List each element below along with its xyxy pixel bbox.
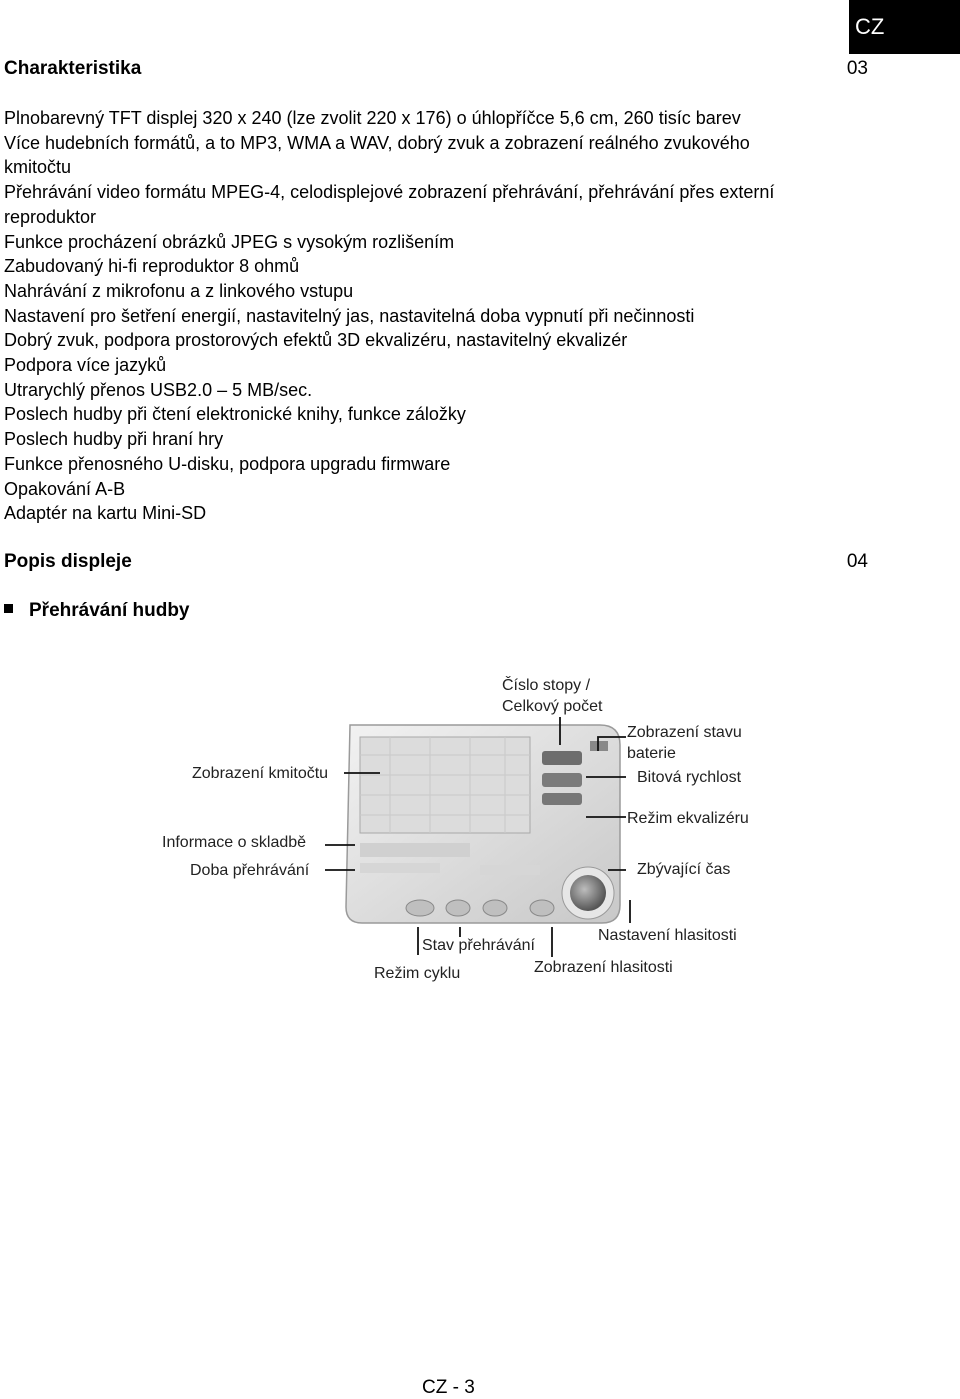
feature-line: Nahrávání z mikrofonu a z linkového vstupu: [4, 280, 354, 301]
feature-line: Poslech hudby při hraní hry: [4, 429, 224, 450]
label-bitrate: Bitová rychlost: [637, 769, 742, 786]
bullet-square-icon: [4, 604, 13, 613]
feature-line: Přehrávání video formátu MPEG-4, celodisplejové zobrazení přehrávání, přehrávání přes externí: [4, 182, 775, 203]
label-frequency-display: Zobrazení kmitočtu: [192, 765, 329, 782]
label-remaining-time: Zbývající čas: [637, 861, 731, 878]
label-play-state: Stav přehrávání: [422, 937, 535, 954]
section-heading-characteristics: [4, 58, 868, 80]
feature-line: Adaptér na kartu Mini-SD: [4, 503, 207, 524]
section-title: Popis displeje: [4, 551, 132, 572]
feature-line: Funkce procházení obrázků JPEG s vysokým rozlišením: [4, 231, 455, 252]
feature-line: Zabudovaný hi-fi reproduktor 8 ohmů: [4, 256, 300, 277]
feature-line: kmitočtu: [4, 157, 72, 178]
label-volume-setting: Nastavení hlasitosti: [598, 927, 737, 944]
subsection-heading: [4, 600, 190, 622]
label-total-count: Celkový počet: [502, 698, 603, 715]
feature-line: Nastavení pro šetření energií, nastavitelný jas, nastavitelná doba vypnutí při nečinnosti: [4, 305, 695, 326]
feature-list: [4, 106, 904, 526]
language-tab: CZ: [849, 0, 960, 54]
subsection-title: Přehrávání hudby: [29, 600, 190, 621]
label-cycle-mode: Režim cyklu: [374, 965, 461, 982]
label-play-time: Doba přehrávání: [190, 862, 310, 879]
feature-line: Více hudebních formátů, a to MP3, WMA a WAV, dobrý zvuk a zobrazení reálného zvukového: [4, 132, 750, 153]
feature-line: Poslech hudby při čtení elektronické knihy, funkce záložky: [4, 404, 466, 425]
feature-line: Podpora více jazyků: [4, 355, 167, 376]
label-track-number: Číslo stopy /: [502, 677, 591, 694]
section-page-number: 03: [846, 58, 868, 79]
feature-line: Utrarychlý přenos USB2.0 – 5 MB/sec.: [4, 379, 313, 400]
feature-line: Funkce přenosného U-disku, podpora upgradu firmware: [4, 453, 451, 474]
label-song-info: Informace o skladbě: [162, 834, 307, 851]
feature-line: Plnobarevný TFT displej 320 x 240 (lze zvolit 220 x 176) o úhlopříčce 5,6 cm, 260 tisíc barev: [4, 108, 741, 128]
feature-line: Opakování A-B: [4, 478, 126, 499]
label-battery-status-line2: baterie: [627, 745, 676, 762]
feature-line: reproduktor: [4, 206, 97, 227]
section-heading-display: [4, 551, 868, 573]
page-footer: CZ - 3: [422, 1377, 475, 1398]
label-battery-status: Zobrazení stavu: [627, 724, 742, 741]
feature-line: Dobrý zvuk, podpora prostorových efektů 3D ekvalizéru, nastavitelný ekvalizér: [4, 330, 628, 351]
label-eq-mode: Režim ekvalizéru: [627, 810, 749, 827]
section-title: Charakteristika: [4, 58, 142, 79]
label-volume-display: Zobrazení hlasitosti: [534, 959, 673, 976]
section-page-number: 04: [846, 551, 868, 572]
player-display-diagram: [150, 665, 790, 995]
